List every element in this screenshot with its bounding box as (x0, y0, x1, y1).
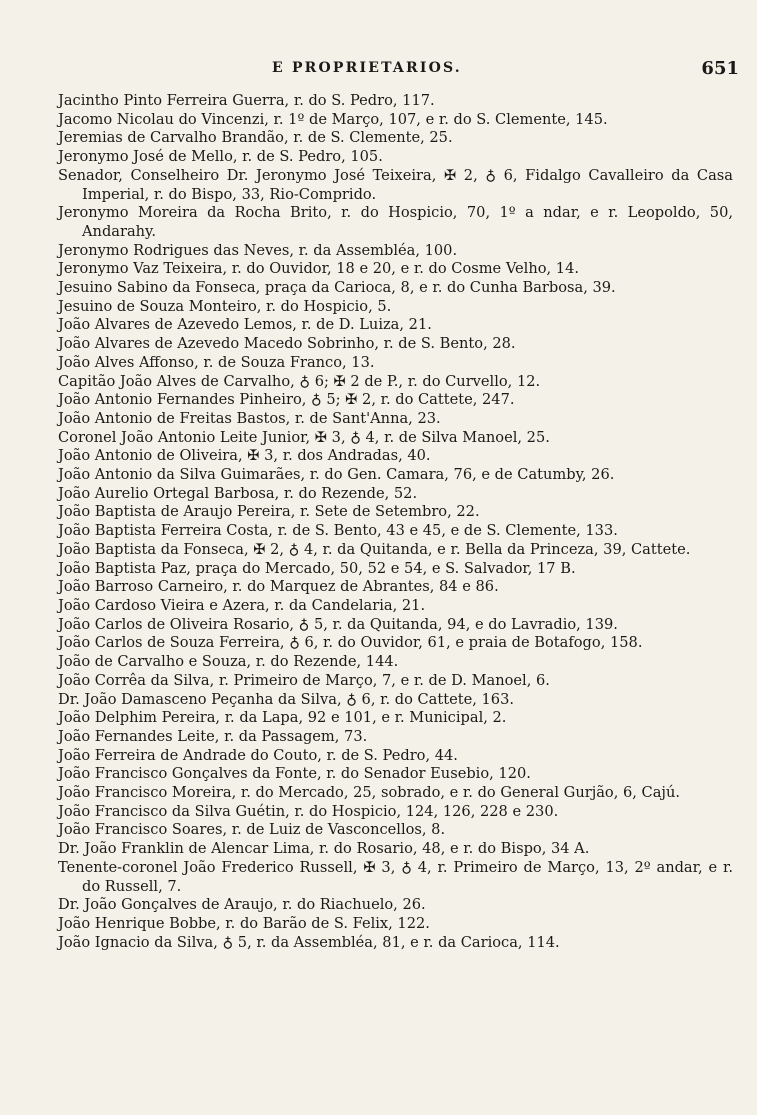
page-header (58, 58, 739, 84)
list-item: Jeremias de Carvalho Brandão, r. de S. Clemente, 25. (58, 129, 453, 147)
list-item: João Carlos de Oliveira Rosario, ♁ 5, r. da Quitanda, 94, e do Lavradio, 139. (58, 615, 618, 633)
list-item: Jeronymo Vaz Teixeira, r. do Ouvidor, 18 e 20, e r. do Cosme Velho, 14. (58, 260, 580, 278)
list-item: Dr. João Damasceno Peçanha da Silva, ♁ 6, r. do Cattete, 163. (58, 690, 515, 708)
list-item: Dr. João Franklin de Alencar Lima, r. do Rosario, 48, e r. do Bispo, 34 A. (58, 840, 590, 858)
list-item: João Fernandes Leite, r. da Passagem, 73. (58, 727, 368, 745)
list-item: João Francisco Moreira, r. do Mercado, 25, sobrado, e r. do General Gurjão, 6, Cajú. (58, 784, 680, 802)
list-item: Capitão João Alves de Carvalho, ♁ 6; ✠ 2 de P., r. do Curvello, 12. (58, 372, 541, 390)
list-item: João Antonio da Silva Guimarães, r. do Gen. Camara, 76, e de Catumby, 26. (58, 466, 615, 484)
list-item: João Baptista Ferreira Costa, r. de S. Bento, 43 e 45, e de S. Clemente, 133. (58, 522, 618, 540)
list-item: João Henrique Bobbe, r. do Barão de S. Felix, 122. (58, 914, 430, 932)
list-item: João Alvares de Azevedo Lemos, r. de D. Luiza, 21. (58, 316, 432, 334)
list-item: João Delphim Pereira, r. da Lapa, 92 e 101, e r. Municipal, 2. (58, 709, 507, 727)
list-item: João Baptista Paz, praça do Mercado, 50, 52 e 54, e S. Salvador, 17 B. (58, 559, 576, 577)
list-item: Tenente-coronel João Frederico Russell, ✠ 3, ♁ 4, r. Primeiro de Março, 13, 2º andar, e r. do Russell, 7. (58, 858, 733, 895)
list-item: João Antonio de Oliveira, ✠ 3, r. dos Andradas, 40. (58, 447, 431, 465)
list-item: Senador, Conselheiro Dr. Jeronymo José Teixeira, ✠ 2, ♁ 6, Fidalgo Cavalleiro da Casa Imperial, r. do Bispo, 33, Rio-Comprido. (58, 166, 733, 203)
list-item: Jesuino Sabino da Fonseca, praça da Carioca, 8, e r. do Cunha Barbosa, 39. (58, 279, 616, 297)
list-item: Jacomo Nicolau do Vincenzi, r. 1º de Março, 107, e r. do S. Clemente, 145. (58, 110, 608, 128)
page-number: 651 (701, 58, 739, 79)
list-item: João Corrêa da Silva, r. Primeiro de Março, 7, e r. de D. Manoel, 6. (58, 671, 550, 689)
list-item: João Antonio Fernandes Pinheiro, ♁ 5; ✠ 2, r. do Cattete, 247. (58, 391, 515, 409)
proprietor-list (58, 92, 733, 952)
list-item: Jeronymo Moreira da Rocha Brito, r. do Hospicio, 70, 1º a ndar, e r. Leopoldo, 50, Andarahy. (58, 204, 733, 240)
list-item: João Baptista de Araujo Pereira, r. Sete de Setembro, 22. (58, 503, 480, 521)
list-item: Dr. João Gonçalves de Araujo, r. do Riachuelo, 26. (58, 896, 426, 914)
list-item: João Francisco da Silva Guétin, r. do Hospicio, 124, 126, 228 e 230. (58, 802, 559, 820)
list-item: Jesuino de Souza Monteiro, r. do Hospicio, 5. (58, 297, 392, 315)
list-item: João Alvares de Azevedo Macedo Sobrinho, r. de S. Bento, 28. (58, 335, 516, 353)
list-item: João Antonio de Freitas Bastos, r. de Sant'Anna, 23. (58, 409, 441, 427)
list-item: Coronel João Antonio Leite Junior, ✠ 3, ♁ 4, r. de Silva Manoel, 25. (58, 428, 550, 446)
list-item: Jeronymo Rodrigues das Neves, r. da Assembléa, 100. (58, 241, 458, 259)
list-item: João Barroso Carneiro, r. do Marquez de Abrantes, 84 e 86. (58, 578, 499, 596)
list-item: João Francisco Gonçalves da Fonte, r. do Senador Eusebio, 120. (58, 765, 531, 783)
list-item: João Ignacio da Silva, ♁ 5, r. da Assembléa, 81, e r. da Carioca, 114. (58, 933, 560, 951)
running-head: E PROPRIETARIOS. (272, 60, 462, 76)
list-item: João Carlos de Souza Ferreira, ♁ 6, r. do Ouvidor, 61, e praia de Botafogo, 158. (58, 634, 643, 652)
list-item: Jeronymo José de Mello, r. de S. Pedro, 105. (58, 148, 383, 166)
list-item: João de Carvalho e Souza, r. do Rezende, 144. (58, 653, 399, 671)
list-item: João Ferreira de Andrade do Couto, r. de S. Pedro, 44. (58, 746, 458, 764)
list-item: João Aurelio Ortegal Barbosa, r. do Rezende, 52. (58, 484, 418, 502)
list-item: João Cardoso Vieira e Azera, r. da Candelaria, 21. (58, 596, 426, 614)
list-item: João Baptista da Fonseca, ✠ 2, ♁ 4, r. da Quitanda, e r. Bella da Princeza, 39, Cattete. (58, 540, 691, 558)
list-item: Jacintho Pinto Ferreira Guerra, r. do S. Pedro, 117. (58, 92, 435, 109)
list-item: João Francisco Soares, r. de Luiz de Vasconcellos, 8. (58, 821, 446, 839)
list-item: João Alves Affonso, r. de Souza Franco, 13. (58, 353, 375, 371)
